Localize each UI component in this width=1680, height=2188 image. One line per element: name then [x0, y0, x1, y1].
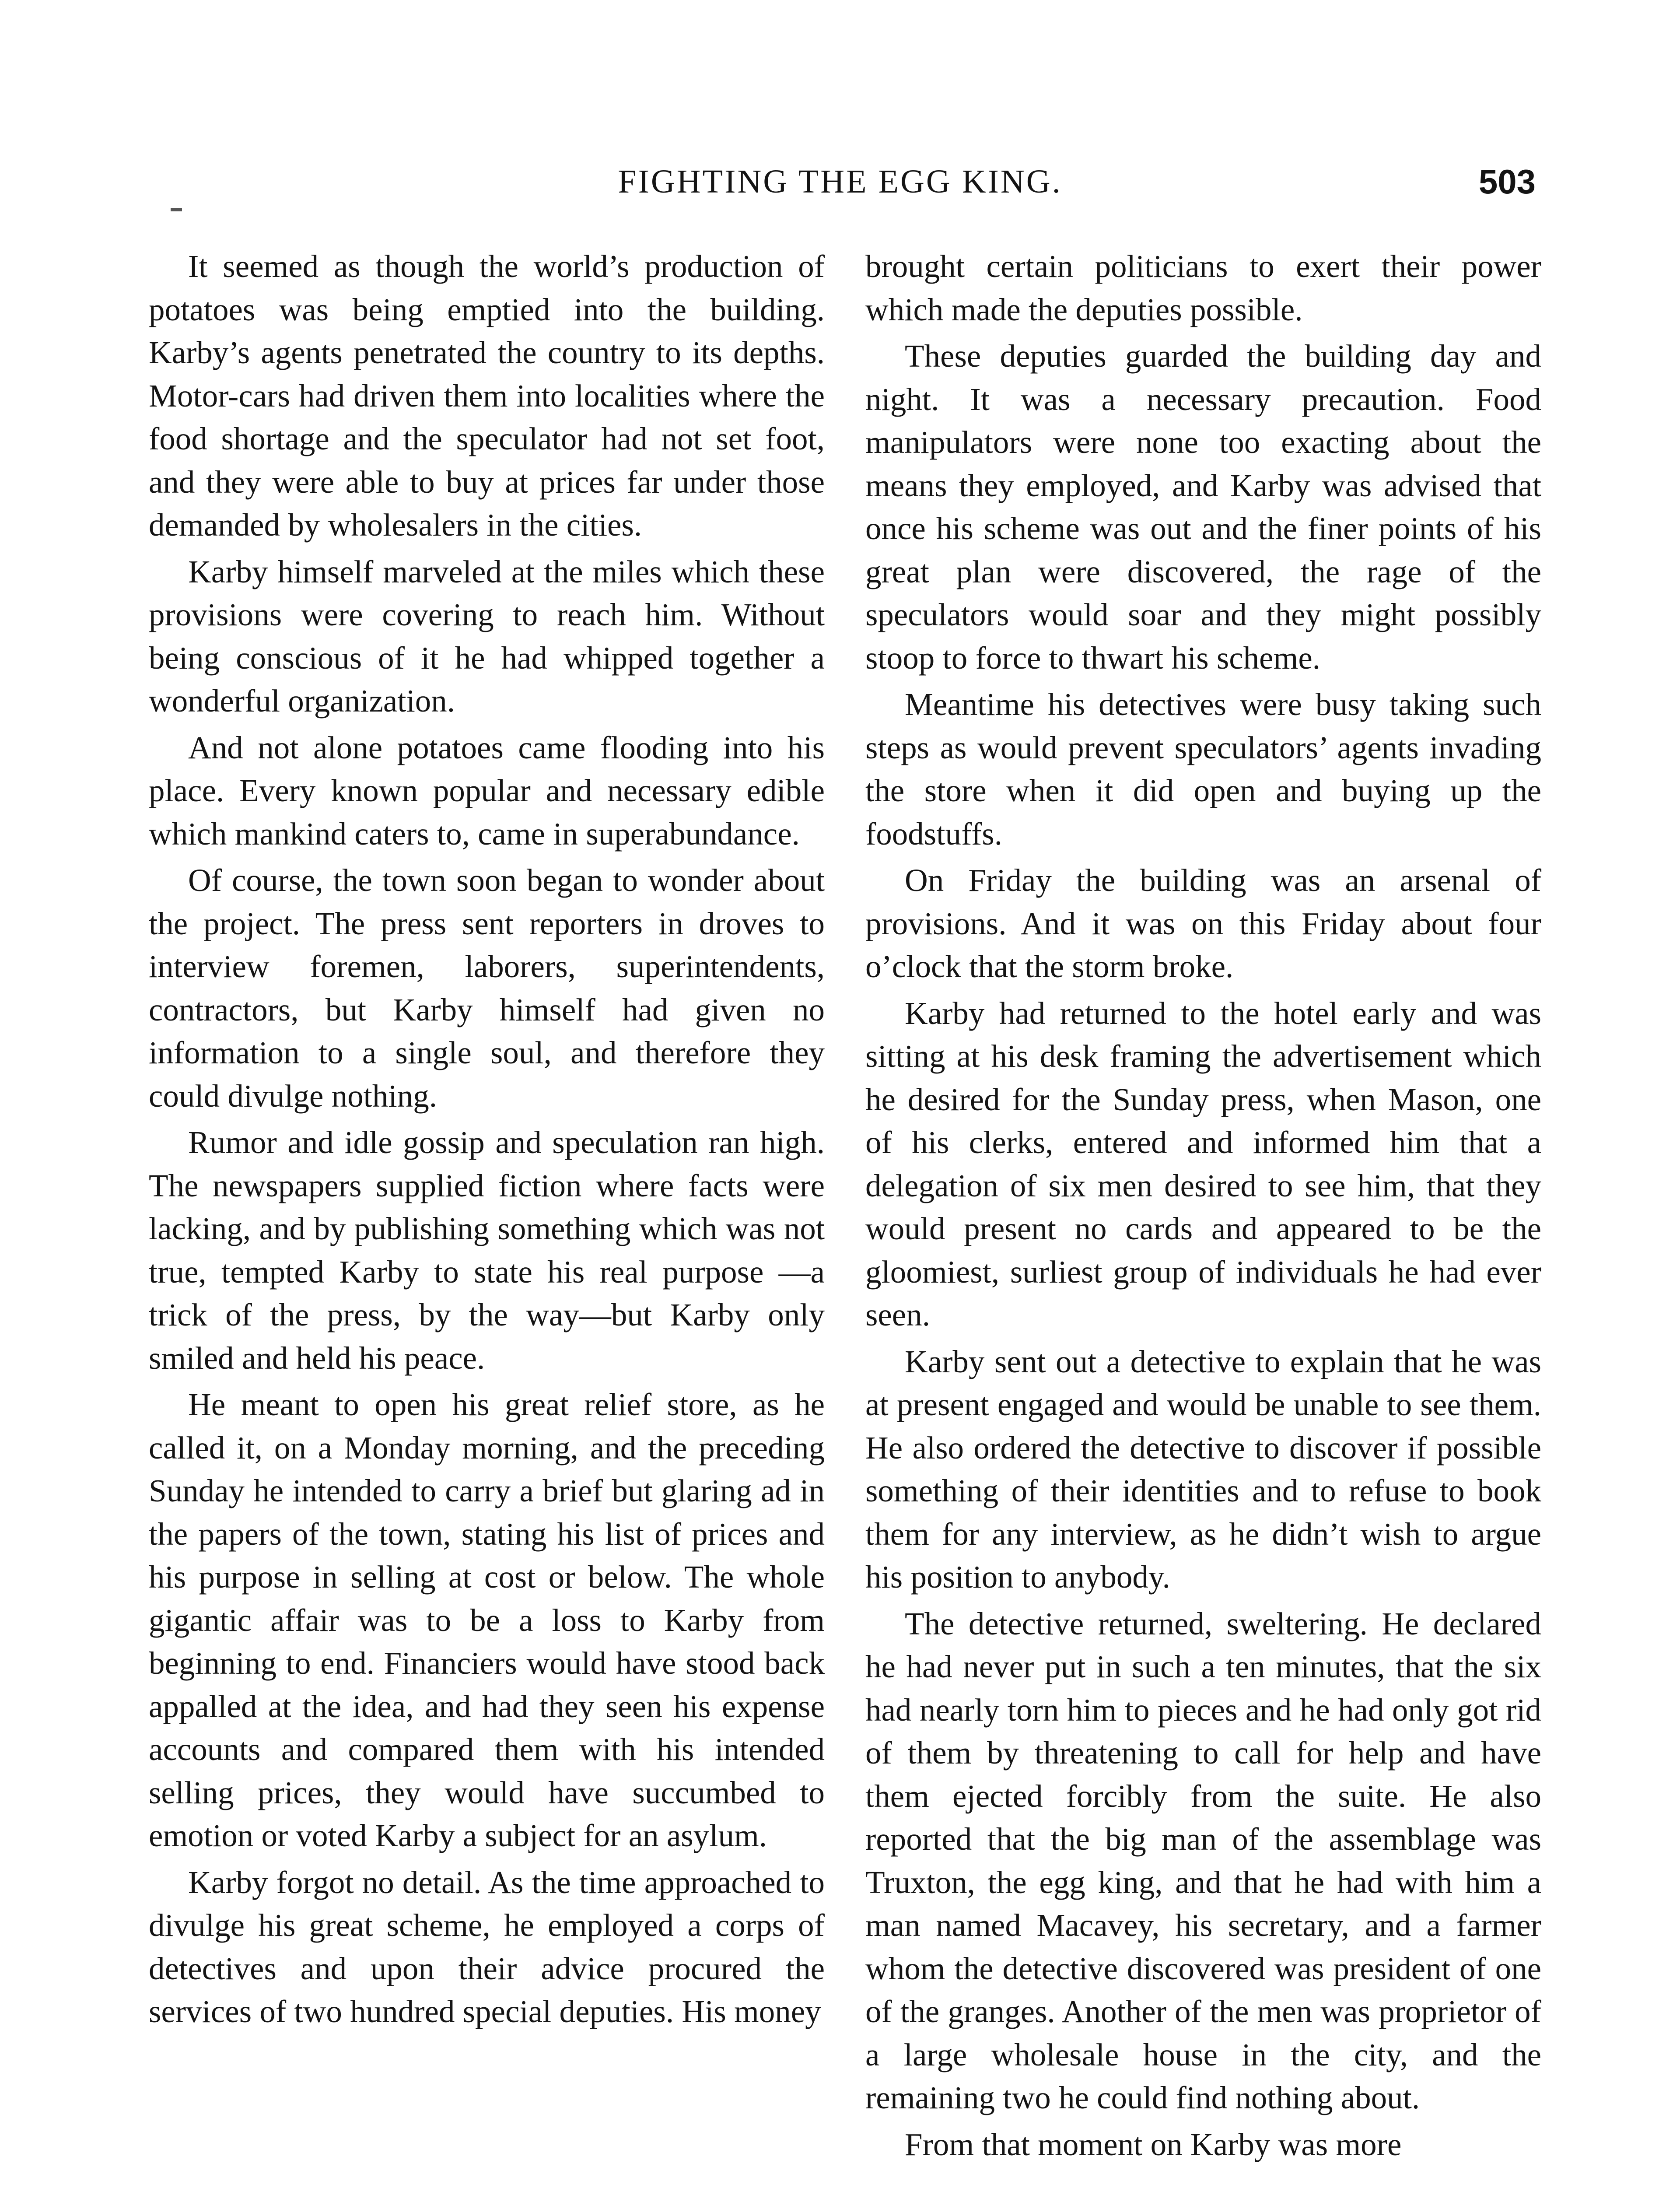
paragraph: Karby sent out a detective to explain that he was at present engaged and would be unable to see them. He also ordered the detective to discover if possible something of their identities and to refuse to book them for any interview, as he didn’t wish to argue his position to anybody. [865, 1343, 1541, 1595]
right-column [865, 245, 1541, 2170]
paragraph: These deputies guarded the building day and night. It was a necessary precaution. Food manipulators were none too exacting about the means they employed, and Karby was advised that once his scheme was out and the finer points of his great plan were discovered, the rage of the speculators would soar and they might possibly stoop to force to thwart his scheme. [865, 338, 1541, 676]
paragraph: Of course, the town soon began to wonder about the project. The press sent reporters in droves to interview foremen, laborers, superintendents, contractors, but Karby himself had given no information to a single soul, and therefore they could divulge nothing. [149, 863, 825, 1114]
paragraph: Karby forgot no detail. As the time approached to divulge his great scheme, he employed a corps of detectives and upon their advice procured the services of two hundred special deputies. His money [149, 1864, 825, 2029]
paragraph: Karby himself marveled at the miles which these provisions were covering to reach him. Without being conscious of it he had whipped together a wonderful organization. [149, 554, 825, 719]
paragraph: From that moment on Karby was more [905, 2126, 1402, 2162]
paragraph: He meant to open his great relief store, as he called it, on a Monday morning, and the preceding Sunday he intended to carry a brief but glaring ad in the papers of the town, stating his list of prices and his purpose in selling at cost or below. The whole gigantic affair was to be a loss to Karby from beginning to end. Financiers would have stood back appalled at the idea, and had they seen his expense accounts and compared them with his intended selling prices, they would have succumbed to emotion or voted Karby a subject for an asylum. [149, 1387, 825, 1853]
paragraph: And not alone potatoes came flooding into his place. Every known popular and necessary edible which mankind caters to, came in superabundance. [149, 729, 825, 852]
paragraph-continuation: brought certain politicians to exert their power which made the deputies possible. [865, 249, 1541, 327]
paragraph: Karby had returned to the hotel early and was sitting at his desk framing the advertisement which he desired for the Sunday press, when Mason, one of his clerks, entered and informed him that a delegation of six men desired to see him, that they would present no cards and appeared to be the gloomiest, surliest group of individuals he had ever seen. [865, 995, 1541, 1332]
paragraph: Rumor and idle gossip and speculation ran high. The newspapers supplied fiction where facts were lacking, and by publishing something which was not true, tempted Karby to state his real purpose —a trick of the press, by the way—but Karby only smiled and held his peace. [149, 1125, 825, 1376]
page-number: 503 [1478, 162, 1536, 201]
paragraph: Meantime his detectives were busy taking such steps as would prevent speculators’ agents invading the store when it did open and buying up the foodstuffs. [865, 687, 1541, 852]
left-column [149, 245, 825, 2037]
paragraph: On Friday the building was an arsenal of provisions. And it was on this Friday about four o’clock that the storm broke. [865, 863, 1541, 984]
paragraph: The detective returned, sweltering. He declared he had never put in such a ten minutes, that the six had nearly torn him to pieces and he had only got rid of them by threatening to call for help and have them ejected forcibly from the suite. He also reported that the big man of the assemblage was Truxton, the egg king, and that he had with him a man named Macavey, his secretary, and a farmer whom the detective discovered was president of one of the granges. Another of the men was proprietor of a large wholesale house in the city, and the remaining two he could find nothing about. [865, 1606, 1541, 2115]
running-header [144, 158, 1536, 206]
paragraph: It seemed as though the world’s production of potatoes was being emptied into the building. Karby’s agents penetrated the country to its depths. Motor-cars had driven them into localities where the food shortage and the speculator had not set foot, and they were able to buy at prices far under those demanded by wholesalers in the cities. [149, 249, 825, 543]
running-title: FIGHTING THE EGG KING. [618, 163, 1062, 200]
stray-mark [171, 208, 182, 211]
